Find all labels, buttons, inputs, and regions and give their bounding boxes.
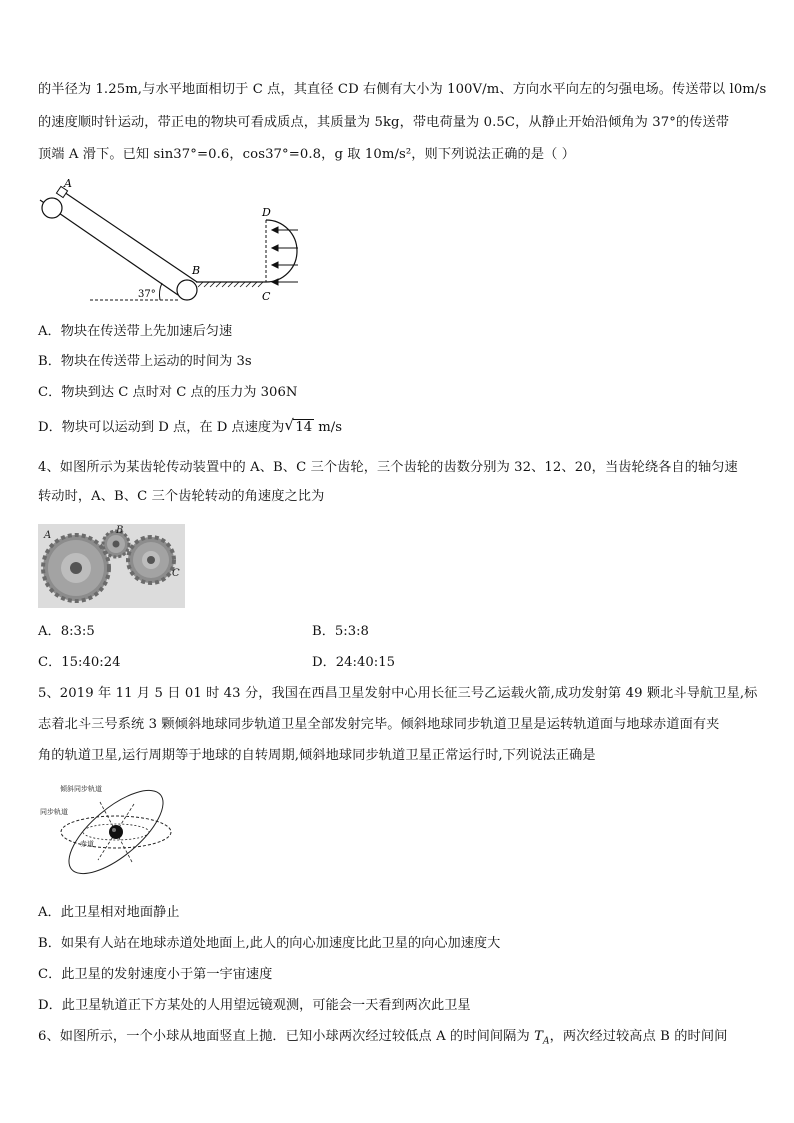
gear-label-c: C — [172, 568, 180, 579]
gear-label-a: A — [44, 530, 52, 541]
gear-label-b: B — [116, 525, 124, 536]
q3-option-b: B．物块在传送带上运动的时间为 3s — [38, 354, 252, 369]
q5-option-b: B．如果有人站在地球赤道处地面上,此人的向心加速度比此卫星的向心加速度大 — [38, 936, 501, 951]
orbit-figure — [38, 780, 178, 884]
label-a: A — [64, 178, 72, 190]
q5-stem-line-2: 志着北斗三号系统 3 颗倾斜地球同步轨道卫星全部发射完毕。倾斜地球同步轨道卫星是运转轨道面与地球赤道面有夹 — [38, 717, 720, 732]
q6-ta-symbol: T — [534, 1029, 543, 1044]
label-inclined-orbit: 倾斜同步轨道 — [60, 785, 102, 793]
q5-stem-line-1: 5、2019 年 11 月 5 日 01 时 43 分，我国在西昌卫星发射中心用长征三号乙运载火箭,成功发射第 49 颗北斗导航卫星,标 — [38, 686, 758, 701]
gears-figure — [38, 524, 185, 608]
gear-c — [128, 537, 174, 583]
q3-option-d — [38, 418, 342, 438]
earth — [109, 825, 123, 839]
lower-pulley — [177, 280, 197, 300]
upper-pulley — [42, 198, 62, 218]
q4-stem-line-1: 4、如图所示为某齿轮传动装置中的 A、B、C 三个齿轮，三个齿轮的齿数分别为 32、12、20，当齿轮绕各自的轴匀速 — [38, 460, 738, 475]
q3-option-a: A．物块在传送带上先加速后匀速 — [38, 324, 233, 339]
q4-stem-line-2: 转动时，A、B、C 三个齿轮转动的角速度之比为 — [38, 489, 325, 504]
q3-option-d-unit: m/s — [318, 420, 343, 435]
q5-stem-line-3: 角的轨道卫星,运行周期等于地球的自转周期,倾斜地球同步轨道卫星正常运行时,下列说法正确是 — [38, 748, 596, 763]
q3-stem-line-2: 的速度顺时针运动，带正电的物块可看成质点，其质量为 5kg，带电荷量为 0.5C，从静止开始沿倾角为 37°的传送带 — [38, 115, 730, 130]
q4-option-d: D．24:40:15 — [312, 655, 395, 670]
gear-a — [43, 535, 109, 601]
conveyor-field-figure — [38, 178, 298, 306]
label-d: D — [262, 206, 271, 219]
q4-option-c: C．15:40:24 — [38, 655, 121, 670]
q4-option-a: A．8:3:5 — [38, 624, 95, 639]
label-sync-orbit: 同步轨道 — [40, 808, 68, 816]
q6-stem-line-1 — [38, 1027, 727, 1052]
q5-option-c: C．此卫星的发射速度小于第一宇宙速度 — [38, 967, 273, 982]
sqrt-radicand: 14 — [295, 420, 313, 435]
q3-option-c: C．物块到达 C 点时对 C 点的压力为 306N — [38, 385, 298, 400]
q6-stem-prefix: 6、如图所示，一个小球从地面竖直上抛．已知小球两次经过较低点 A 的时间间隔为 — [38, 1029, 535, 1044]
angle-label: 37° — [138, 289, 156, 300]
label-equator: 赤道 — [80, 840, 94, 848]
q5-option-a: A．此卫星相对地面静止 — [38, 905, 180, 920]
q3-stem-line-1: 的半径为 1.25m,与水平地面相切于 C 点，其直径 CD 右侧有大小为 100V/m、方向水平向左的匀强电场。传送带以 l0m/s — [38, 82, 767, 97]
sqrt-expression: √ 14 — [284, 416, 313, 435]
q3-option-d-text: D．物块可以运动到 D 点，在 D 点速度为 — [38, 420, 285, 435]
q6-ta-subscript: A — [542, 1036, 550, 1047]
q5-option-d: D．此卫星轨道正下方某处的人用望远镜观测，可能会一天看到两次此卫星 — [38, 998, 471, 1013]
label-b: B — [192, 264, 201, 277]
label-c: C — [262, 290, 271, 303]
q4-option-b: B．5:3:8 — [312, 624, 369, 639]
q6-stem-suffix: ，两次经过较高点 B 的时间间 — [549, 1029, 728, 1044]
q3-stem-line-3: 顶端 A 滑下。已知 sin37°=0.6，cos37°=0.8，g 取 10m/s²，则下列说法正确的是（ ） — [38, 147, 575, 162]
